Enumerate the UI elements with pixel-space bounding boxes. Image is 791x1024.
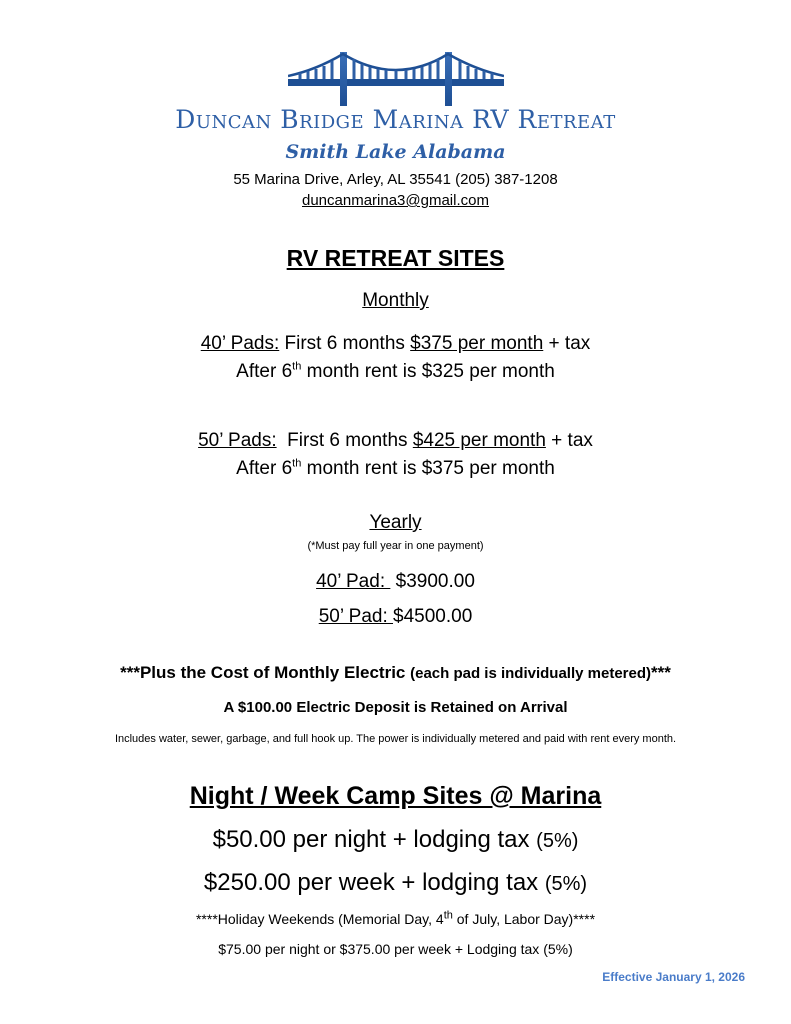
yearly50-label: 50’ Pad:	[318, 606, 394, 627]
holiday-post: of July, Labor Day)****	[452, 911, 596, 927]
pad40-after-post: month rent is $325 per month	[301, 361, 555, 382]
night-price-line	[0, 826, 791, 854]
pad40-monthly-line	[0, 333, 791, 355]
pad50-label: 50’ Pads:	[198, 430, 277, 451]
holiday-pre: ****Holiday Weekends (Memorial Day, 4	[195, 911, 444, 927]
bridge-logo	[288, 46, 504, 106]
electric-line	[0, 663, 791, 683]
email-link[interactable]: duncanmarina3@gmail.com	[302, 192, 489, 209]
yearly50-line	[0, 606, 791, 628]
holiday-sup: th	[443, 909, 453, 922]
rv-sites-heading: RV RETREAT SITES	[286, 245, 505, 271]
holiday-line	[0, 911, 791, 927]
page-subtitle: Smith Lake Alabama	[285, 141, 506, 163]
electric-small: (each pad is individually metered)	[410, 665, 652, 682]
pad50-first: First 6 months	[276, 430, 413, 451]
pad50-after-post: month rent is $375 per month	[301, 458, 555, 479]
yearly-note: (*Must pay full year in one payment)	[307, 540, 484, 552]
yearly40-label: 40’ Pad:	[316, 571, 391, 592]
effective-date: Effective January 1, 2026	[602, 970, 745, 984]
camp-heading: Night / Week Camp Sites @ Marina	[189, 782, 602, 810]
electric-main: ***Plus the Cost of Monthly Electric	[120, 663, 411, 682]
pad40-price: $375 per month	[410, 333, 544, 354]
yearly-label: Yearly	[369, 512, 422, 533]
monthly-label: Monthly	[362, 290, 429, 311]
includes-line: Includes water, sewer, garbage, and full hook up. The power is individually metered and paid with rent every month.	[114, 733, 677, 745]
pad50-after-pre: After 6	[236, 458, 293, 479]
night-pct: (5%)	[536, 830, 579, 852]
electric-end: ***	[651, 663, 671, 682]
pad50-after-line	[0, 458, 791, 480]
yearly50-price: $4500.00	[393, 606, 473, 627]
pad50-monthly-line	[0, 430, 791, 452]
night-price: $50.00 per night + lodging tax	[212, 826, 537, 853]
pad50-tax: + tax	[545, 430, 593, 451]
deposit-line: A $100.00 Electric Deposit is Retained on Arrival	[223, 699, 568, 716]
pad40-first: First 6 months	[279, 333, 411, 354]
pad40-after-line	[0, 361, 791, 383]
address-line: 55 Marina Drive, Arley, AL 35541 (205) 387-1208	[233, 171, 558, 188]
pad40-after-sup: th	[292, 360, 302, 373]
yearly40-price: $3900.00	[390, 571, 475, 592]
week-price: $250.00 per week + lodging tax	[203, 869, 545, 896]
week-pct: (5%)	[544, 873, 588, 895]
pad40-after-pre: After 6	[236, 361, 293, 382]
pad40-tax: + tax	[543, 333, 591, 354]
pad40-label: 40’ Pads:	[200, 333, 280, 354]
pad50-after-sup: th	[292, 457, 302, 470]
yearly40-line	[0, 571, 791, 593]
week-price-line	[0, 869, 791, 897]
pad50-price: $425 per month	[412, 430, 546, 451]
holiday-price-line: $75.00 per night or $375.00 per week + Lodging tax (5%)	[218, 941, 573, 957]
page-title: Duncan Bridge Marina RV Retreat	[175, 105, 616, 134]
